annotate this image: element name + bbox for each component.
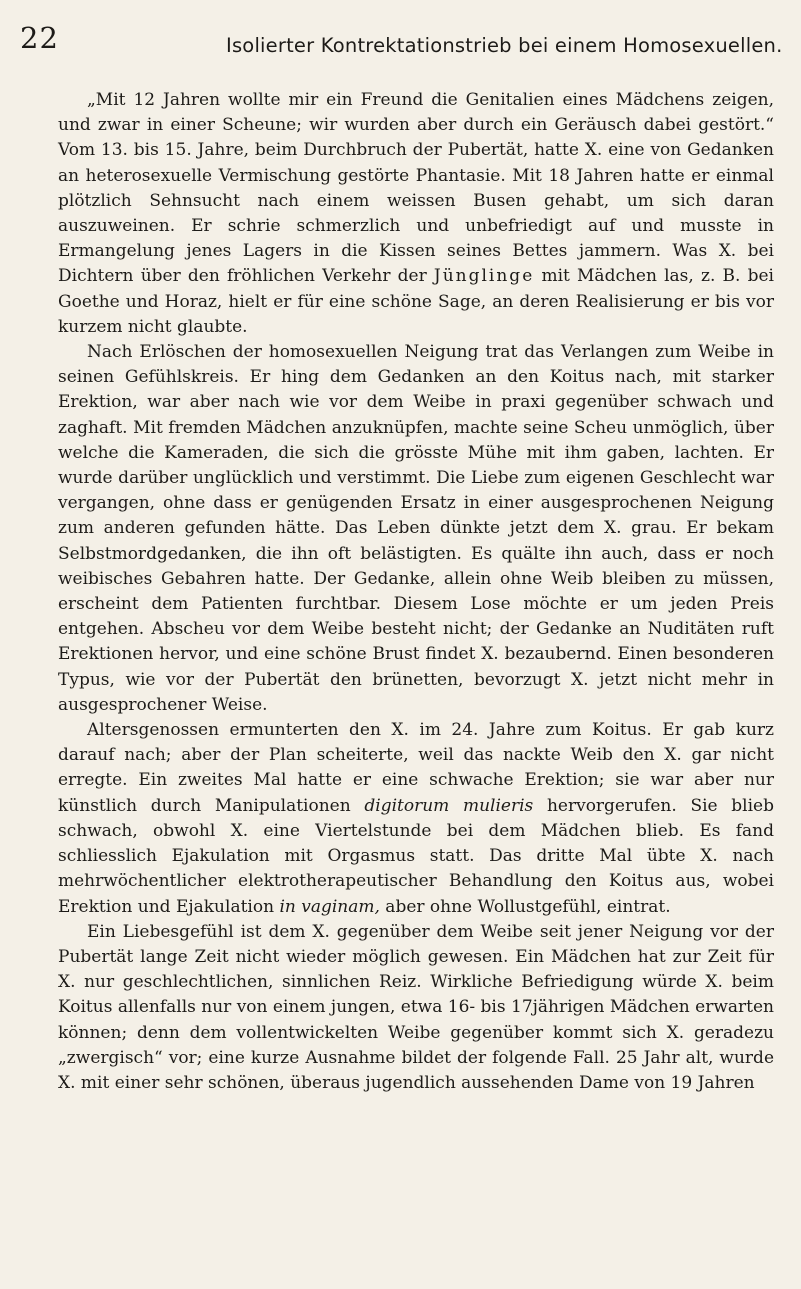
running-head: Isolierter Kontrektationstrieb bei einem Homosexuellen.: [226, 34, 783, 57]
paragraph-3-latin-a: digitorum mulieris: [364, 795, 534, 816]
paragraph-3-text-b: hervorgerufen. Sie blieb schwach, obwohl X. eine Viertelstunde bei dem Mädchen blieb. Es fand schliesslich Ejakulation mit Orgasmus statt. Das dritte Mal übte X. nach mehrwöchentlicher elektrotherapeutischer Behandlung den Koitus aus, wobei Erektion und Ejakulation: [58, 795, 774, 917]
paragraph-1-spaced-word: Jünglinge: [433, 266, 535, 287]
page-header: [0, 14, 801, 64]
paragraph-4: Ein Liebesgefühl ist dem X. gegenüber dem Weibe seit jener Neigung vor der Pubertät lange Zeit nicht wieder möglich gewesen. Ein Mädchen hat zur Zeit für X. nur geschlechtlichen, sinnlichen Reiz. Wirkliche Befriedigung würde X. beim Koitus allenfalls nur von einem jungen, etwa 16- bis 17jährigen Mädchen erwarten können; denn dem vollentwickelten Weibe gegenüber kommt sich X. geradezu „zwergisch“ vor; eine kurze Ausnahme bildet der folgende Fall. 25 Jahr alt, wurde X. mit einer sehr schönen, überaus jugendlich aussehenden Dame von 19 Jahren: [58, 921, 774, 1093]
paragraph-3: [58, 718, 774, 920]
body-text: [58, 88, 774, 1096]
paragraph-1-text-end: mit Mädchen las, z. B. bei Goethe und Horaz, hielt er für eine schöne Sage, an deren Realisierung er bis vor kurzem nicht glaubte.: [58, 266, 774, 337]
page-number: 22: [20, 21, 59, 55]
paragraph-3-text-c: aber ohne Wollustgefühl, eintrat.: [379, 896, 671, 917]
paragraph-3-text-a: Altersgenossen ermunterten den X. im 24. Jahre zum Koitus. Er gab kurz darauf nach; aber der Plan scheiterte, weil das nackte Weib den X. gar nicht erregte. Ein zweites Mal hatte er eine schwache Erektion; sie war aber nur künstlich durch Manipulationen: [58, 720, 774, 816]
paragraph-1-text: „Mit 12 Jahren wollte mir ein Freund die Genitalien eines Mädchens zeigen, und zwar in einer Scheune; wir wurden aber durch ein Geräusch dabei gestört.“ Vom 13. bis 15. Jahre, beim Durchbruch der Pubertät, hatte X. eine von Gedanken an heterosexuelle Vermischung gestörte Phantasie. Mit 18 Jahren hatte er einmal plötzlich Sehnsucht nach einem weissen Busen gehabt, um sich daran auszuweinen. Er schrie schmerzlich und unbefriedigt auf und musste in Ermangelung jenes Lagers in die Kissen seines Bettes jammern. Was X. bei Dichtern über den fröhlichen Verkehr der: [58, 90, 774, 287]
paragraph-2: Nach Erlöschen der homosexuellen Neigung trat das Verlangen zum Weibe in seinen Gefühlskreis. Er hing dem Gedanken an den Koitus nach, mit starker Erektion, war aber nach wie vor dem Weibe in praxi gegenüber schwach und zaghaft. Mit fremden Mädchen anzuknüpfen, machte seine Scheu unmöglich, über welche die Kameraden, die sich die grösste Mühe mit ihm gaben, lachten. Er wurde darüber unglücklich und verstimmt. Die Liebe zum eigenen Geschlecht war vergangen, ohne dass er genügenden Ersatz in einer ausgesprochenen Neigung zum anderen gefunden hätte. Das Leben dünkte jetzt dem X. grau. Er bekam Selbstmordgedanken, die ihn oft belästigten. Es quälte ihn auch, dass er noch weibisches Gebahren hatte. Der Gedanke, allein ohne Weib bleiben zu müssen, erscheint dem Patienten furchtbar. Diesem Lose möchte er um jeden Preis entgehen. Abscheu vor dem Weibe besteht nicht; der Gedanke an Nuditäten ruft Erektionen hervor, und eine schöne Brust findet X. bezaubernd. Einen besonderen Typus, wie vor der Pubertät den brünetten, bevorzugt X. jetzt nicht mehr in ausgesprochener Weise.: [58, 342, 774, 715]
paragraph-1: [58, 88, 774, 340]
paragraph-3-latin-b: in vaginam,: [279, 896, 380, 917]
